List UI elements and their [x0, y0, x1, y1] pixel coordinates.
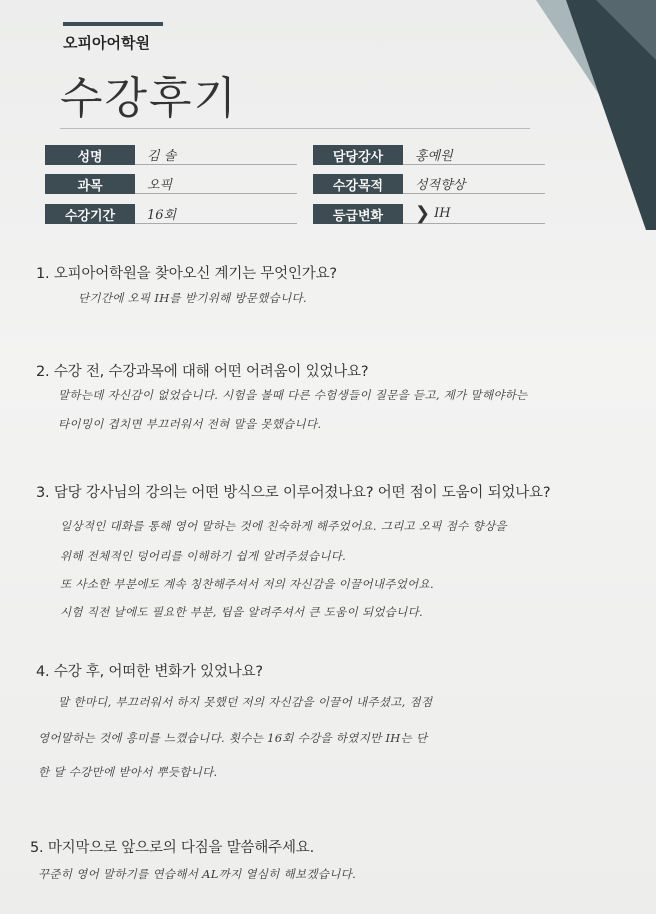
info-name-row: [45, 145, 297, 165]
subject-label: 과목: [45, 174, 135, 194]
info-subject-row: [45, 174, 297, 194]
purpose-value: 성적향상: [403, 174, 545, 194]
answer-4-line-1: 말 한마디, 부끄러워서 하지 못했던 저의 자신감을 이끌어 내주셨고, 점점: [58, 695, 433, 709]
question-5: 5. 마지막으로 앞으로의 다짐을 말씀해주세요.: [30, 840, 315, 856]
chevron-right-icon: ❯: [415, 203, 431, 224]
purpose-label: 수강목적: [313, 174, 403, 194]
question-4: 4. 수강 후, 어떠한 변화가 있었나요?: [36, 664, 263, 680]
info-purpose-row: [313, 174, 545, 194]
answer-1-line-1: 단기간에 오픽 IH를 받기위해 방문했습니다.: [78, 291, 307, 305]
teacher-value: 홍예원: [403, 145, 545, 165]
subject-value: 오픽: [135, 174, 297, 194]
name-label: 성명: [45, 145, 135, 165]
answer-4-line-3: 한 달 수강만에 받아서 뿌듯합니다.: [38, 765, 218, 779]
name-value: 김 솔: [135, 145, 297, 165]
title-divider: [60, 128, 530, 129]
corner-decoration: [476, 0, 656, 230]
grade-change-value: [403, 204, 545, 224]
answer-3-line-1: 일상적인 대화를 통해 영어 말하는 것에 친숙하게 해주었어요. 그리고 오픽 점수 향상을: [60, 519, 507, 533]
teacher-label: 담당강사: [313, 145, 403, 165]
question-2: 2. 수강 전, 수강과목에 대해 어떤 어려움이 있었나요?: [36, 364, 369, 380]
answer-2-line-1: 말하는데 자신감이 없었습니다. 시험을 볼때 다른 수험생들이 질문을 듣고, 제가 말해야하는: [58, 388, 528, 402]
answer-4-line-2: 영어말하는 것에 흥미를 느꼈습니다. 횟수는 16회 수강을 하였지만 IH는 단: [38, 731, 428, 745]
question-1: 1. 오피아어학원을 찾아오신 계기는 무엇인가요?: [36, 266, 337, 282]
question-3: 3. 담당 강사님의 강의는 어떤 방식으로 이루어졌나요? 어떤 점이 도움이 되었나요?: [36, 485, 551, 501]
grade-label: 등급변화: [313, 204, 403, 224]
document-title: 수강후기: [60, 73, 239, 124]
answer-2-line-2: 타이밍이 겹치면 부끄러워서 전혀 말을 못했습니다.: [58, 417, 322, 431]
answer-3-line-2: 위해 전체적인 덩어리를 이해하기 쉽게 알려주셨습니다.: [60, 549, 347, 563]
info-teacher-row: [313, 145, 545, 165]
academy-name: 오피아어학원: [63, 22, 163, 53]
period-label: 수강기간: [45, 204, 135, 224]
info-grade-row: [313, 204, 545, 224]
answer-5-line-1: 꾸준히 영어 말하기를 연습해서 AL까지 열심히 해보겠습니다.: [38, 867, 357, 881]
period-value: 16회: [135, 204, 297, 224]
grade-value: IH: [434, 206, 451, 221]
answer-3-line-3: 또 사소한 부분에도 계속 칭찬해주셔서 저의 자신감을 이끌어내주었어요.: [60, 577, 434, 591]
info-period-row: [45, 204, 297, 224]
answer-3-line-4: 시험 직전 날에도 필요한 부분, 팁을 알려주셔서 큰 도움이 되었습니다.: [60, 605, 423, 619]
